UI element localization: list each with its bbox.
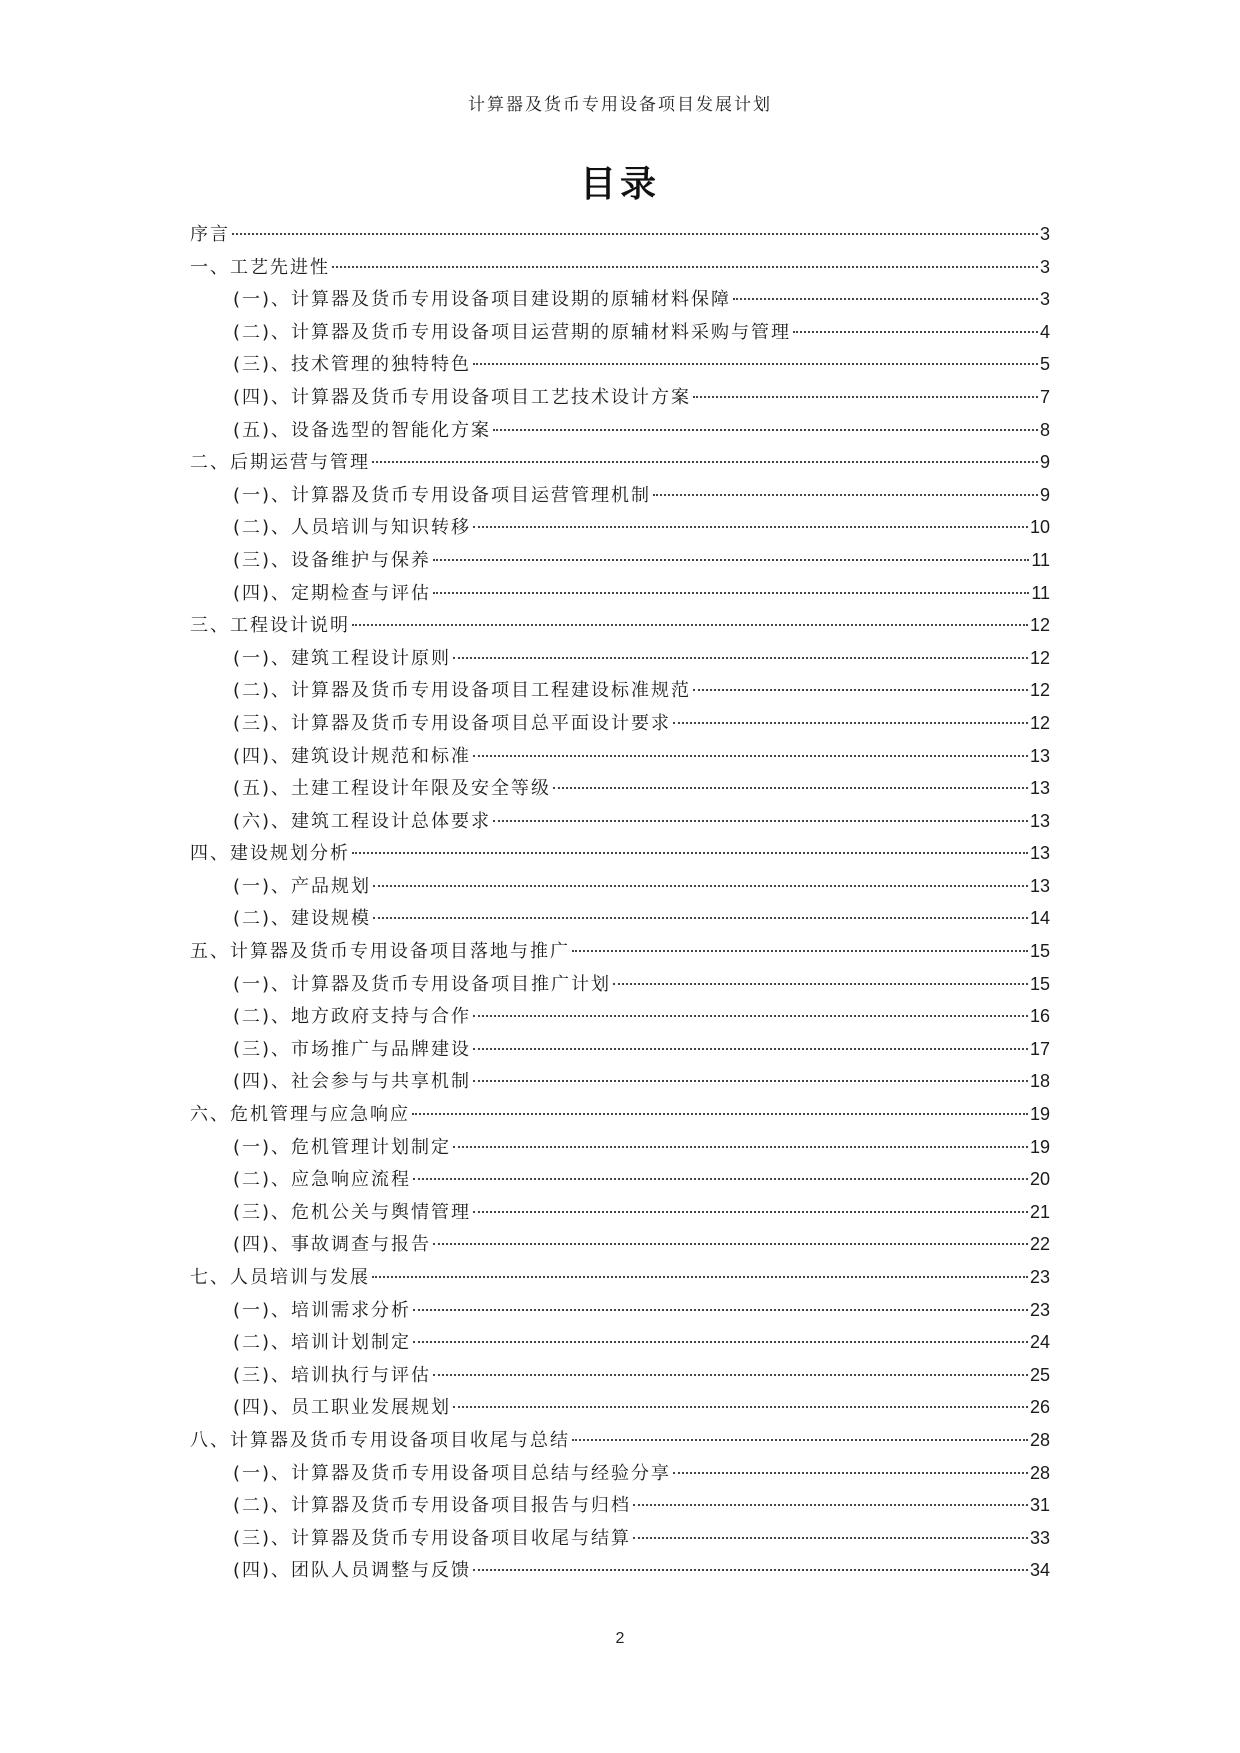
toc-entry-label: 七、人员培训与发展 bbox=[190, 1267, 370, 1288]
toc-entry[interactable] bbox=[190, 348, 1050, 381]
toc-entry[interactable] bbox=[190, 902, 1050, 935]
toc-entry-page-number: 19 bbox=[1029, 1136, 1050, 1157]
toc-entry[interactable] bbox=[190, 544, 1050, 577]
dot-leader bbox=[412, 1113, 1028, 1115]
toc-entry[interactable] bbox=[190, 968, 1050, 1001]
toc-entry-label: (四)、社会参与与共享机制 bbox=[233, 1071, 472, 1093]
dot-leader bbox=[653, 494, 1038, 496]
toc-entry[interactable] bbox=[190, 837, 1050, 870]
toc-entry[interactable] bbox=[190, 740, 1050, 773]
toc-entry-page-number: 23 bbox=[1029, 1267, 1050, 1287]
dot-leader bbox=[413, 1341, 1028, 1343]
toc-entry-page-number: 13 bbox=[1029, 778, 1050, 799]
toc-entry-label: (一)、培训需求分析 bbox=[233, 1299, 412, 1321]
toc-entry-page-number: 31 bbox=[1029, 1495, 1050, 1516]
toc-entry-page-number: 28 bbox=[1029, 1462, 1050, 1483]
toc-entry-page-number: 18 bbox=[1029, 1071, 1050, 1092]
toc-entry-label: 二、后期运营与管理 bbox=[190, 452, 370, 474]
toc-entry-label: (三)、计算器及货币专用设备项目总平面设计要求 bbox=[233, 712, 672, 734]
toc-entry-page-number: 13 bbox=[1029, 745, 1050, 766]
toc-entry-page-number: 13 bbox=[1029, 875, 1050, 896]
dot-leader bbox=[473, 1569, 1028, 1571]
dot-leader bbox=[332, 266, 1038, 268]
dot-leader bbox=[633, 1504, 1028, 1506]
running-header: 计算器及货币专用设备项目发展计划 bbox=[468, 95, 772, 115]
dot-leader bbox=[572, 950, 1028, 952]
page-number: 2 bbox=[615, 1630, 625, 1647]
toc-entry-label: (一)、计算器及货币专用设备项目总结与经验分享 bbox=[233, 1462, 672, 1484]
toc-entry-page-number: 13 bbox=[1029, 810, 1050, 831]
toc-entry[interactable] bbox=[190, 1326, 1050, 1359]
toc-entry[interactable] bbox=[190, 935, 1050, 968]
toc-entry[interactable] bbox=[190, 1489, 1050, 1522]
dot-leader bbox=[693, 396, 1038, 398]
toc-entry-label: 八、计算器及货币专用设备项目收尾与总结 bbox=[190, 1429, 570, 1451]
dot-leader bbox=[413, 1309, 1028, 1311]
toc-entry-label: (六)、建筑工程设计总体要求 bbox=[233, 810, 492, 832]
dot-leader bbox=[373, 885, 1028, 887]
dot-leader bbox=[232, 233, 1038, 235]
toc-entry[interactable] bbox=[190, 1163, 1050, 1196]
dot-leader bbox=[473, 755, 1028, 757]
toc-entry[interactable] bbox=[190, 1359, 1050, 1392]
toc-entry-page-number: 7 bbox=[1039, 386, 1050, 407]
toc-entry-label: (四)、团队人员调整与反馈 bbox=[233, 1560, 472, 1582]
toc-entry-label: (三)、危机公关与舆情管理 bbox=[233, 1201, 472, 1223]
toc-entry-page-number: 25 bbox=[1029, 1364, 1050, 1385]
toc-entry-page-number: 22 bbox=[1029, 1234, 1050, 1255]
dot-leader bbox=[473, 1211, 1028, 1213]
toc-entry-page-number: 3 bbox=[1039, 256, 1050, 277]
toc-entry-label: (四)、事故调查与报告 bbox=[233, 1234, 432, 1256]
toc-list bbox=[190, 218, 1050, 1587]
toc-entry[interactable] bbox=[190, 218, 1050, 251]
dot-leader bbox=[413, 1178, 1028, 1180]
toc-entry[interactable] bbox=[190, 1522, 1050, 1555]
toc-entry-page-number: 12 bbox=[1029, 680, 1050, 701]
toc-entry-label: (一)、产品规划 bbox=[233, 875, 372, 897]
dot-leader bbox=[453, 657, 1028, 659]
toc-entry[interactable] bbox=[190, 381, 1050, 414]
toc-entry[interactable] bbox=[190, 1000, 1050, 1033]
toc-entry[interactable] bbox=[190, 1098, 1050, 1131]
toc-entry[interactable] bbox=[190, 609, 1050, 642]
dot-leader bbox=[473, 1080, 1028, 1082]
toc-entry-label: (四)、员工职业发展规划 bbox=[233, 1397, 452, 1419]
dot-leader bbox=[433, 1243, 1028, 1245]
toc-entry-label: (三)、计算器及货币专用设备项目收尾与结算 bbox=[233, 1527, 632, 1549]
toc-entry-page-number: 9 bbox=[1039, 484, 1050, 505]
toc-entry[interactable] bbox=[190, 1196, 1050, 1229]
toc-entry[interactable] bbox=[190, 772, 1050, 805]
toc-entry[interactable] bbox=[190, 1554, 1050, 1587]
toc-entry-page-number: 15 bbox=[1029, 941, 1050, 962]
toc-entry-label: (二)、计算器及货币专用设备项目工程建设标准规范 bbox=[233, 680, 692, 702]
toc-entry-page-number: 4 bbox=[1039, 321, 1050, 342]
toc-entry-page-number: 20 bbox=[1029, 1169, 1050, 1190]
toc-entry-label: (三)、培训执行与评估 bbox=[233, 1364, 432, 1386]
toc-entry[interactable] bbox=[190, 1294, 1050, 1327]
toc-entry[interactable] bbox=[190, 1033, 1050, 1066]
toc-entry-label: (四)、定期检查与评估 bbox=[233, 582, 432, 604]
dot-leader bbox=[633, 1537, 1028, 1539]
toc-entry-label: (一)、计算器及货币专用设备项目运营管理机制 bbox=[233, 484, 652, 506]
toc-entry[interactable] bbox=[190, 283, 1050, 316]
toc-entry[interactable] bbox=[190, 805, 1050, 838]
toc-entry-label: (五)、土建工程设计年限及安全等级 bbox=[233, 778, 552, 800]
toc-entry-label: (二)、计算器及货币专用设备项目运营期的原辅材料采购与管理 bbox=[233, 321, 792, 343]
toc-entry-label: (四)、计算器及货币专用设备项目工艺技术设计方案 bbox=[233, 386, 692, 408]
toc-entry-page-number: 15 bbox=[1029, 973, 1050, 994]
toc-entry-label: (五)、设备选型的智能化方案 bbox=[233, 419, 492, 441]
toc-entry-label: (三)、设备维护与保养 bbox=[233, 549, 432, 571]
toc-entry-label: (二)、地方政府支持与合作 bbox=[233, 1006, 472, 1028]
dot-leader bbox=[433, 559, 1029, 561]
toc-entry[interactable] bbox=[190, 1424, 1050, 1457]
toc-entry[interactable] bbox=[190, 1457, 1050, 1490]
toc-entry[interactable] bbox=[190, 707, 1050, 740]
toc-entry-page-number: 9 bbox=[1039, 452, 1050, 473]
toc-entry-label: (二)、计算器及货币专用设备项目报告与归档 bbox=[233, 1495, 632, 1517]
dot-leader bbox=[613, 983, 1028, 985]
toc-entry[interactable] bbox=[190, 1391, 1050, 1424]
toc-entry-label: (三)、市场推广与品牌建设 bbox=[233, 1038, 472, 1060]
dot-leader bbox=[673, 722, 1028, 724]
dot-leader bbox=[352, 852, 1028, 854]
dot-leader bbox=[793, 331, 1038, 333]
dot-leader bbox=[673, 1472, 1028, 1474]
toc-entry-label: (二)、建设规模 bbox=[233, 908, 372, 930]
dot-leader bbox=[572, 1439, 1028, 1441]
toc-entry-page-number: 23 bbox=[1029, 1299, 1050, 1320]
toc-entry-page-number: 8 bbox=[1039, 419, 1050, 440]
toc-entry-label: 序言 bbox=[190, 224, 230, 245]
dot-leader bbox=[352, 624, 1028, 626]
toc-entry-label: (三)、技术管理的独特特色 bbox=[233, 354, 472, 376]
toc-entry-label: (一)、建筑工程设计原则 bbox=[233, 647, 452, 669]
toc-entry-label: (一)、计算器及货币专用设备项目推广计划 bbox=[233, 973, 612, 995]
toc-entry-page-number: 26 bbox=[1029, 1397, 1050, 1418]
toc-title: 目录 bbox=[579, 164, 660, 205]
toc-entry-page-number: 5 bbox=[1039, 354, 1050, 375]
toc-entry-page-number: 16 bbox=[1029, 1006, 1050, 1027]
toc-entry-label: 三、工程设计说明 bbox=[190, 615, 350, 637]
toc-entry-page-number: 33 bbox=[1029, 1527, 1050, 1548]
toc-entry[interactable] bbox=[190, 642, 1050, 675]
toc-entry[interactable] bbox=[190, 251, 1050, 284]
toc-entry-page-number: 11 bbox=[1031, 582, 1050, 603]
toc-entry-label: (二)、人员培训与知识转移 bbox=[233, 517, 472, 539]
dot-leader bbox=[433, 592, 1029, 594]
dot-leader bbox=[493, 429, 1038, 431]
dot-leader bbox=[553, 787, 1028, 789]
dot-leader bbox=[373, 917, 1028, 919]
toc-entry[interactable] bbox=[190, 511, 1050, 544]
toc-entry-page-number: 12 bbox=[1029, 615, 1050, 636]
toc-entry[interactable] bbox=[190, 674, 1050, 707]
toc-entry-page-number: 10 bbox=[1029, 517, 1050, 538]
toc-entry[interactable] bbox=[190, 870, 1050, 903]
toc-entry-label: 一、工艺先进性 bbox=[190, 256, 330, 278]
toc-entry-page-number: 28 bbox=[1029, 1429, 1050, 1450]
toc-entry-label: (二)、培训计划制定 bbox=[233, 1332, 412, 1354]
toc-entry[interactable] bbox=[190, 479, 1050, 512]
dot-leader bbox=[453, 1146, 1028, 1148]
toc-entry[interactable] bbox=[190, 1131, 1050, 1164]
toc-entry-label: (四)、建筑设计规范和标准 bbox=[233, 745, 472, 767]
toc-entry[interactable] bbox=[190, 1065, 1050, 1098]
toc-entry-label: 六、危机管理与应急响应 bbox=[190, 1104, 410, 1126]
dot-leader bbox=[473, 363, 1038, 365]
toc-entry-page-number: 12 bbox=[1029, 712, 1050, 733]
toc-entry[interactable] bbox=[190, 414, 1050, 447]
dot-leader bbox=[473, 526, 1028, 528]
toc-entry-page-number: 13 bbox=[1029, 843, 1050, 864]
toc-entry-label: 四、建设规划分析 bbox=[190, 843, 350, 865]
toc-entry-page-number: 14 bbox=[1029, 908, 1050, 929]
toc-entry-page-number: 21 bbox=[1029, 1201, 1050, 1222]
toc-entry-page-number: 17 bbox=[1029, 1038, 1050, 1059]
toc-entry-page-number: 34 bbox=[1029, 1560, 1050, 1581]
dot-leader bbox=[473, 1048, 1028, 1050]
dot-leader bbox=[372, 1276, 1028, 1278]
toc-entry-page-number: 24 bbox=[1029, 1332, 1050, 1353]
toc-entry[interactable] bbox=[190, 1261, 1050, 1294]
toc-entry-page-number: 11 bbox=[1031, 549, 1050, 570]
toc-entry-label: 五、计算器及货币专用设备项目落地与推广 bbox=[190, 941, 570, 963]
dot-leader bbox=[733, 298, 1038, 300]
toc-entry-page-number: 12 bbox=[1029, 647, 1050, 668]
dot-leader bbox=[433, 1374, 1028, 1376]
toc-entry[interactable] bbox=[190, 316, 1050, 349]
dot-leader bbox=[453, 1406, 1028, 1408]
toc-entry[interactable] bbox=[190, 1228, 1050, 1261]
dot-leader bbox=[493, 820, 1028, 822]
toc-entry[interactable] bbox=[190, 446, 1050, 479]
toc-entry[interactable] bbox=[190, 577, 1050, 610]
dot-leader bbox=[693, 689, 1028, 691]
toc-entry-label: (一)、危机管理计划制定 bbox=[233, 1136, 452, 1158]
toc-entry-page-number: 3 bbox=[1039, 224, 1050, 244]
toc-entry-page-number: 3 bbox=[1039, 289, 1050, 310]
toc-entry-page-number: 19 bbox=[1029, 1104, 1050, 1125]
toc-entry-label: (一)、计算器及货币专用设备项目建设期的原辅材料保障 bbox=[233, 289, 732, 311]
dot-leader bbox=[372, 461, 1038, 463]
dot-leader bbox=[473, 1015, 1028, 1017]
toc-entry-label: (二)、应急响应流程 bbox=[233, 1169, 412, 1191]
